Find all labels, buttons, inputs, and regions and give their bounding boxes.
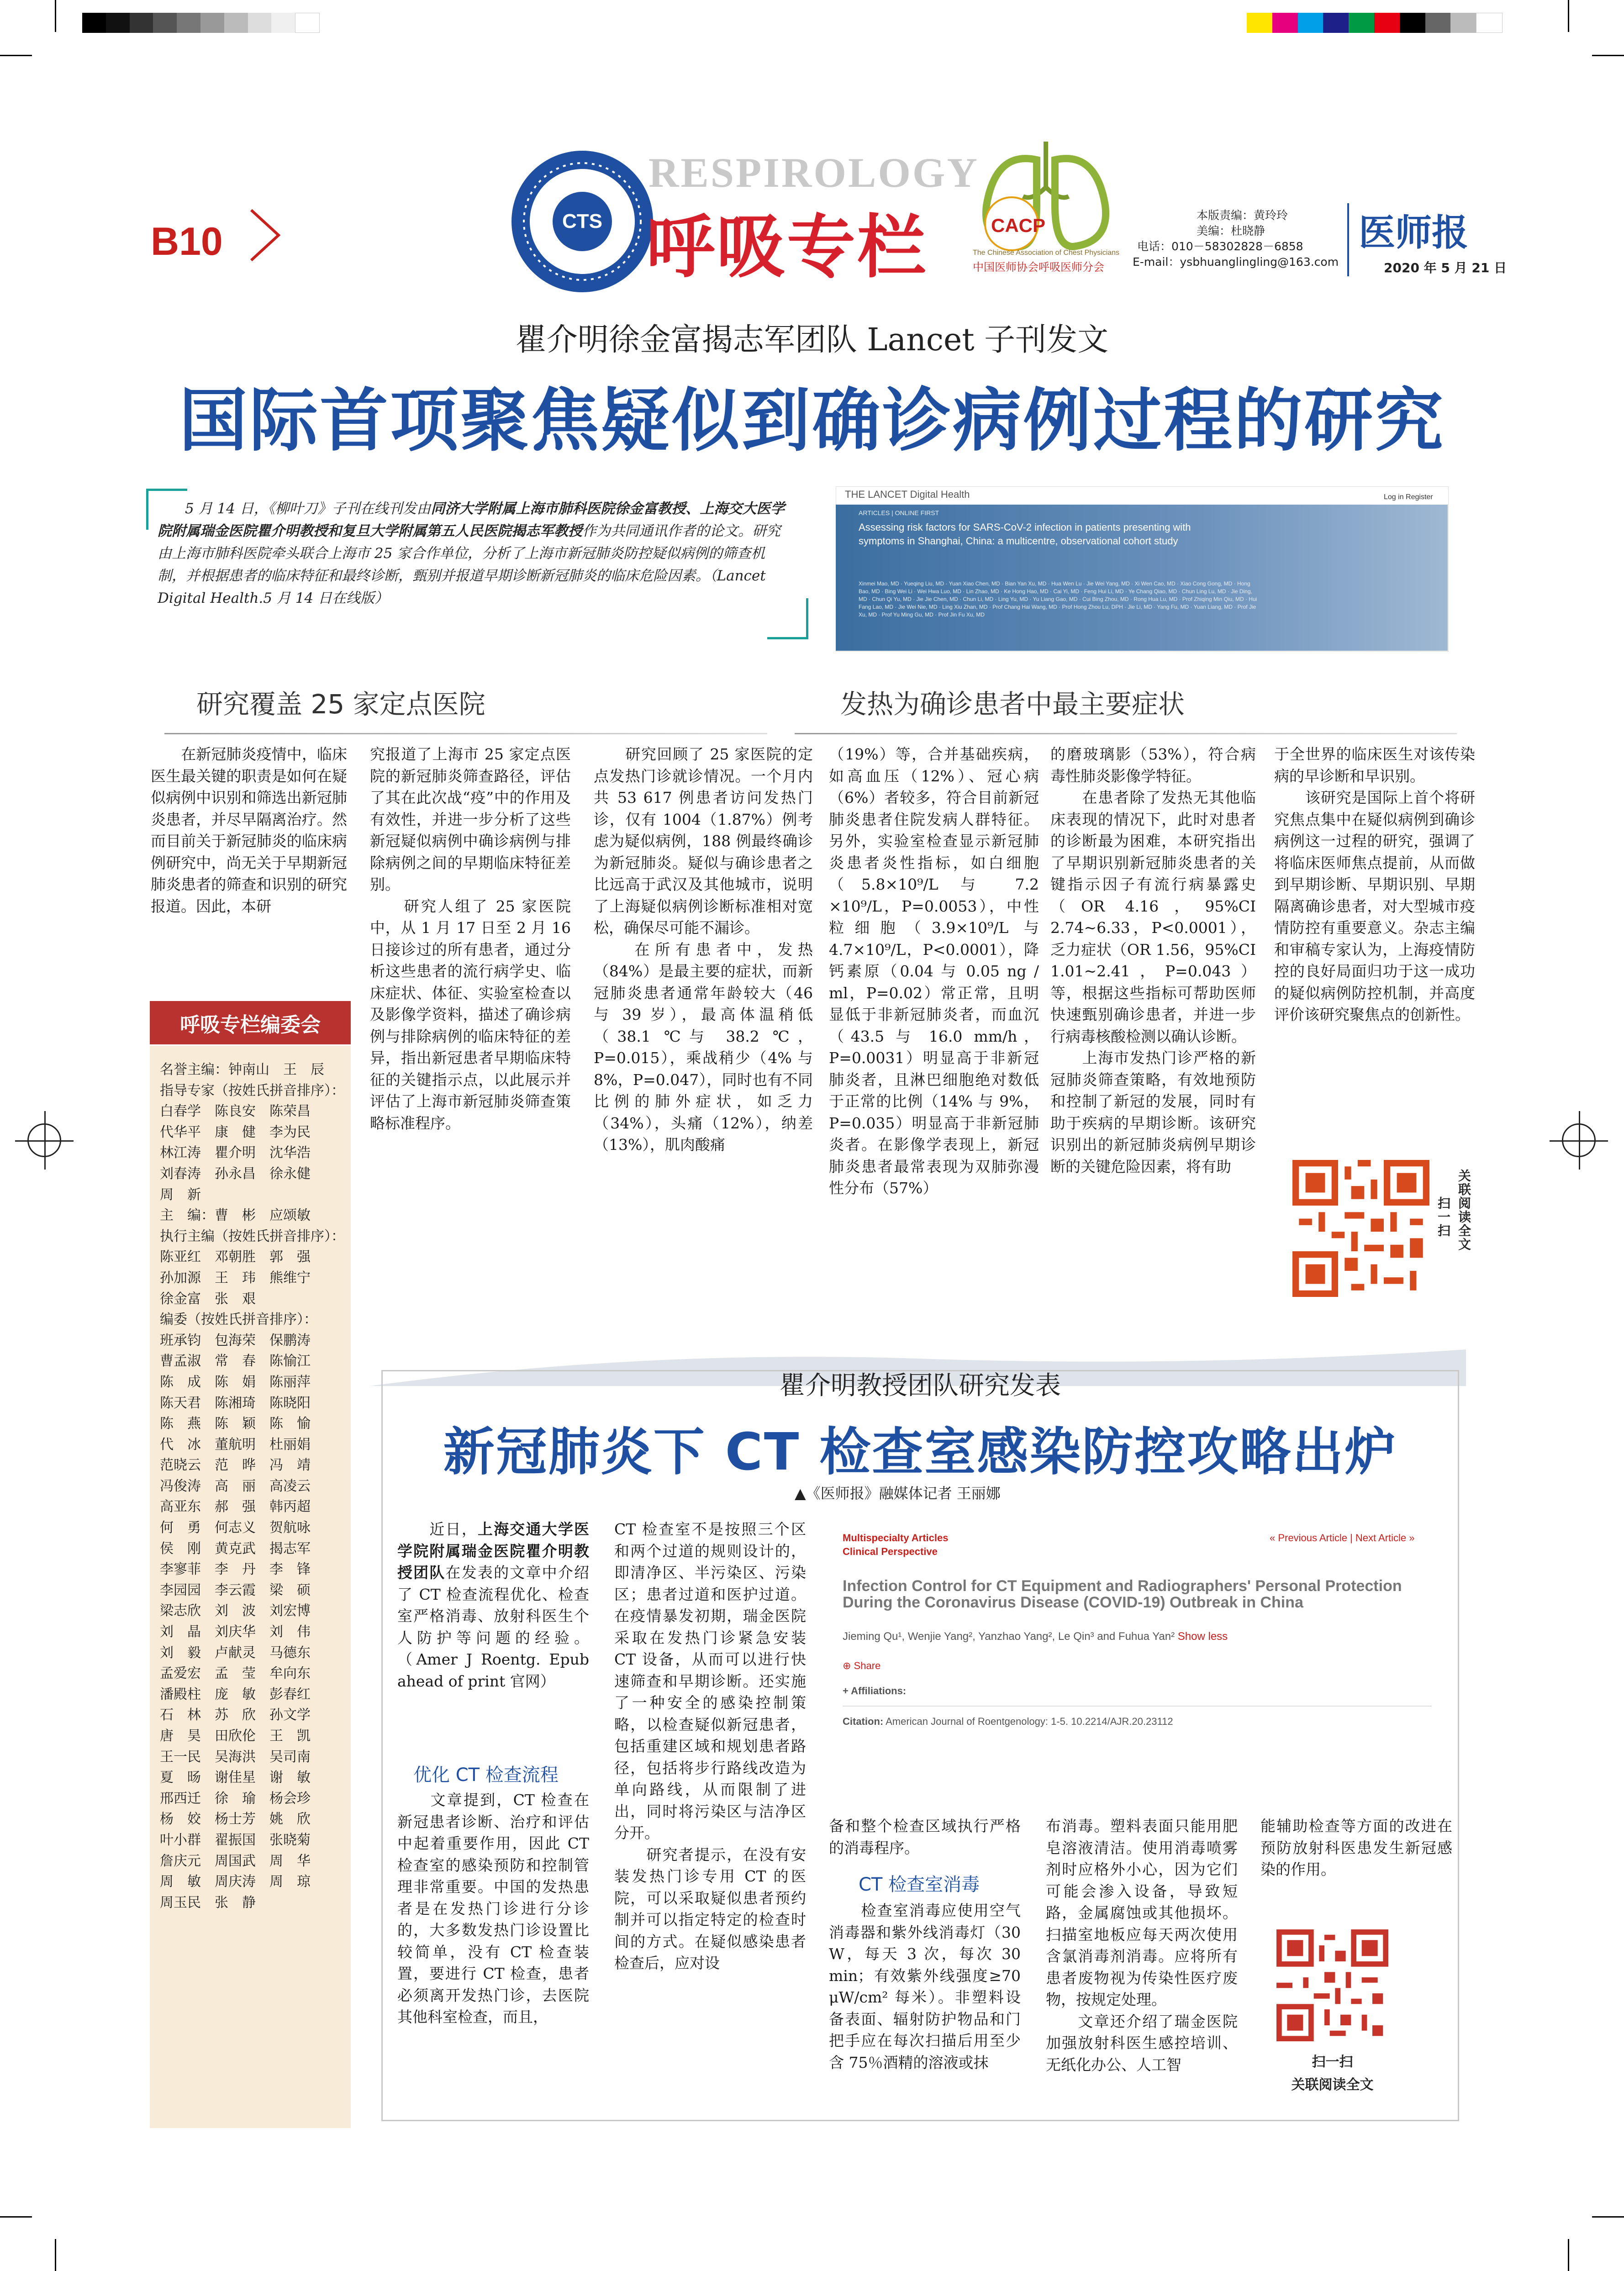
article1-kicker: 瞿介明徐金富揭志军团队 Lancet 子刊发文	[515, 322, 1109, 358]
ajr-citation	[843, 1716, 1173, 1728]
affiliations-toggle[interactable]: + Affiliations:	[843, 1685, 907, 1697]
editor-line: 本版责编：黄玲玲	[1197, 209, 1288, 222]
qr-code-icon[interactable]	[1276, 1929, 1388, 2041]
article1-lead	[158, 498, 792, 610]
lancet-authors: Xinmei Mao, MD · Yueqing Liu, MD · Yuan Xiao Chen, MD · Bian Yan Xu, MD · Hua Wen Lu · Jie Wei Yang, MD · Xi Wen Cao, MD · Xiao Cong Gong, MD · Hong Bao, MD · Bing Wei Li · Wei Hwa Luo, MD · Lin Zhao, MD · Ke Hong Hao, MD · Cai Yi, MD · Feng Hui Li, MD · Ye Chang Qiao, MD · Chun Ling Lu, MD · Jie Ding, MD · Chun Qi Yu, MD · Jie Jie Chen, MD · Chun Li, MD · Ling Yu, MD · Yu Liang Gao, MD · Cui Bing Zhou, MD · Rong Hua Lu, MD · Prof Zhiqing Min Qiu, MD · Hui Fang Lao, MD · Jie Wei Nie, MD · Ling Xiu Zhan, MD · Prof Chang Hai Wang, MD · Prof Hong Zhou Lu, DPH · Jie Li, MD · Yang Fu, MD · Yuan Liang, MD · Prof Jie Xu, MD · Prof Yu Ming Gu, MD · Prof Jin Fu Xu, MD	[859, 580, 1257, 618]
article1-column-1: 在新冠肺炎疫情中，临床医生最关键的职责是如何在疑似病例中识别和筛选出新冠肺炎患者，并尽早隔离治疗。然而目前关于新冠肺炎的临床病例研究中，尚无关于早期新冠肺炎患者的筛查和识别的研究报道。因此，本研	[151, 745, 347, 915]
editor-line: 美编：杜晓静	[1197, 224, 1265, 237]
article2-kicker: 瞿介明教授团队研究发表	[780, 1371, 1061, 1401]
citation-label: Citation:	[843, 1716, 884, 1727]
ajr-author-list: Jieming Qu¹, Wenjie Yang², Yanzhao Yang², Le Qin³ and Fuhua Yan²	[843, 1630, 1175, 1643]
intro-text: 近日，	[397, 1520, 478, 1538]
citation-text: American Journal of Roentgenology: 1-5. 10.2214/AJR.20.23112	[886, 1716, 1173, 1727]
ajr-category: Multispecialty Articles	[843, 1532, 949, 1544]
ajr-article-nav[interactable]: « Previous Article | Next Article »	[1270, 1532, 1415, 1544]
crop-mark	[0, 2216, 32, 2218]
crop-mark	[55, 0, 56, 32]
ajr-divider	[843, 1706, 1432, 1707]
article2-column-1	[397, 1518, 589, 1692]
grayscale-bar	[82, 13, 320, 33]
crop-mark	[1592, 55, 1624, 56]
page-number: B10	[151, 220, 223, 263]
cts-logo-text: CTS	[553, 192, 612, 251]
share-icon: ⊕	[843, 1660, 854, 1671]
share-link[interactable]	[843, 1660, 881, 1672]
lancet-logo: THE LANCET Digital Health	[845, 489, 970, 500]
publication-date: 2020 年 5 月 21 日	[1384, 260, 1507, 275]
article1-column-6: 于全世界的临床医生对该传染病的早诊断和早识别。 该研究是国际上首个将研究焦点集中在疑似病例到确诊病例这一过程的研究，强调了将临床医师焦点提前，从而做到早期诊断、早期识别、早期隔离确诊患者，对大型城市疫情防控有重要意义。杂志主编和审稿专家认为，上海疫情防控的良好局面归功于这一成功的疑似病例防控机制，并高度评价该研究聚焦点的创新性。	[1274, 745, 1475, 1023]
crop-mark	[55, 2239, 56, 2271]
ajr-category: Clinical Perspective	[843, 1546, 938, 1557]
editor-line: 电话：010－58302828－6858	[1137, 240, 1303, 253]
section-rule	[795, 733, 1457, 734]
cts-logo-ring	[514, 153, 650, 290]
intro-text: 在发表的文章中介绍了 CT 检查流程优化、检查室严格消毒、放射科医生个人防护等问题的经验。（Amer J Roentg. Epub ahead of print 官网）	[397, 1564, 590, 1690]
editor-info	[1133, 208, 1339, 270]
qr2-caption-2: 关联阅读全文	[1291, 2077, 1374, 2093]
newspaper-brand: 医师报	[1359, 211, 1468, 254]
crop-mark	[1592, 2216, 1624, 2218]
article1-column-2: 究报道了上海市 25 家定点医院的新冠肺炎筛查路径，评估了其在此次战“疫”中的作用及有效性，并进一步分析了这些新冠疑似病例中确诊病例与排除病例之间的早期临床特征差别。 研究人组了 25 家医院中，从 1 月 17 日至 2 月 16 日接诊过的所有患者，通过分析这些患者的流行病学史、临床症状、体征、实验室检查以及影像学资料，描述了确诊病例与排除病例的临床特征的差异，指出新冠患者早期临床特征的关键指示点，以此展示并评估了上海市新冠肺炎筛查策略标准程序。	[370, 745, 571, 1132]
cacp-logo-text: CACP	[991, 215, 1046, 236]
cacp-name-en: The Chinese Association of Chest Physicians	[973, 249, 1120, 257]
cacp-name-cn: 中国医师协会呼吸医师分会	[973, 261, 1104, 274]
article2-column-2: CT 检查室不是按照三个区和两个过道的规则设计的，即清净区、半污染区、污染区；患者过道和医护过道。在疫情暴发初期，瑞金医院采取在发热门诊紧急安装 CT 设备，从而可以进行快速筛查和早期诊断。还实施了一种安全的感染控制策略，以检查疑似新冠患者，包括重建区域和规划患者路径，包括将步行路线改造为单向路线，从而限制了进出，同时将污染区与洁净区分开。 研究者提示，在没有安装发热门诊专用 CT 的医院，可以采取疑似患者预约制并可以指定特定的检查时间的方式。在疑似感染患者检查后，应对设	[614, 1520, 806, 1972]
article2-headline: 新冠肺炎下 CT 检查室感染防控攻略出炉	[443, 1423, 1397, 1482]
qr2-caption-1: 扫一扫	[1312, 2054, 1353, 2070]
article2-column-3: 检查室消毒应使用空气消毒器和紫外线消毒灯（30 W，每天 3 次，每次 30 min；有效紫外线强度≥70 μW/cm² 每米）。非塑料设备表面、辐射防护物品和门把手应在每次扫描后用至少含 75％酒精的溶液或抹	[829, 1902, 1021, 2071]
qr1-caption: 关联阅读全文	[1456, 1169, 1471, 1251]
article2-reporter: ▲《医师报》融媒体记者 王丽娜	[795, 1485, 1001, 1502]
lancet-tag: ARTICLES | ONLINE FIRST	[859, 509, 939, 516]
registration-mark	[27, 1123, 61, 1157]
article1-headline: 国际首项聚焦疑似到确诊病例过程的研究	[179, 381, 1445, 461]
section-heading: 研究覆盖 25 家定点医院	[196, 689, 485, 720]
article1-column-4: （19%）等，合并基础疾病，如高血压（12%）、冠心病（6%）者较多，符合目前新冠肺炎患者住院发病人群特征。另外，实验室检查显示新冠肺炎患者炎性指标，如白细胞（5.8×10⁹/L 与 7.2 ×10⁹/L，P=0.0053），中性粒细胞（3.9×10⁹/L 与 4.7×10⁹/L，P<0.0001），降钙素原（0.04 与 0.05 ng / ml，P=0.02）常正常，且明显低于非新冠肺炎者，而血沉（43.5 与 16.0 mm/h，P=0.0031）明显高于非新冠肺炎者，且淋巴细胞绝对数低于正常的比例（14% 与 9%，P=0.035）明显高于非新冠肺炎者。在影像学表现上，新冠肺炎患者最常表现为双肺弥漫性分布（57%）	[829, 745, 1039, 1197]
respirology-label: RESPIROLOGY	[649, 149, 979, 196]
section-heading: 发热为确诊患者中最主要症状	[840, 689, 1185, 720]
crop-mark	[0, 55, 32, 56]
crop-mark	[1568, 2239, 1569, 2271]
subheading-ct-disinfection: CT 检查室消毒	[859, 1874, 980, 1895]
ajr-authors	[843, 1630, 1228, 1643]
ajr-title: Infection Control for CT Equipment and Radiographers' Personal Protection During the Coronavirus Disease (COVID-19) Outbreak in China	[843, 1577, 1402, 1611]
crop-mark	[1568, 0, 1569, 32]
article2-column-5: 能辅助检查等方面的改进在预防放射科医患发生新冠感染的作用。	[1260, 1817, 1452, 1878]
lancet-title: Assessing risk factors for SARS-CoV-2 infection in patients presenting with symptoms in Shanghai, China: a multicentre, observational cohort study	[859, 522, 1191, 547]
qr1-caption-2: 扫一扫	[1436, 1196, 1451, 1238]
article2-column-4: 布消毒。塑料表面只能用肥皂溶液清洁。使用消毒喷雾剂时应格外小心，因为它们可能会渗入设备，导致短路，金属腐蚀或其他损坏。扫描室地板应每天两次使用含氯消毒剂消毒。应将所有患者废物视为传染性医疗废物，按规定处理。 文章还介绍了瑞金医院加强放射科医生感控培训、无纸化办公、人工智	[1046, 1817, 1238, 2074]
ajr-show-less[interactable]: Show less	[1177, 1630, 1228, 1643]
lead-authors: 同济大学附属上海市肺科医院徐金富教授、上海交大医学院附属瑞金医院瞿介明教授和复旦大学附属第五人民医院揭志军教授	[158, 501, 785, 539]
editor-line: E-mail：ysbhuanglingling@163.com	[1133, 255, 1339, 269]
lead-text: 5 月 14 日，《柳叶刀》子刊在线刊发由	[185, 501, 431, 517]
color-bar	[1247, 13, 1503, 33]
chevron-right-icon	[247, 208, 283, 263]
section-rule	[164, 733, 767, 734]
header-divider	[1347, 203, 1349, 276]
editorial-board-list: 名誉主编：钟南山 王 辰 指导专家（按姓氏拼音排序）： 白春学 陈良安 陈荣昌 代华平 康 健 李为民 林江涛 瞿介明 沈华浩 刘春涛 孙永昌 徐永健 周 新 主 编：曹 彬 应颂敏 执行主编（按姓氏拼音排序）： 陈亚红 邓朝胜 郭 强 孙加源 王 玮 熊维宁 徐金富 张 艰 编委（按姓氏拼音排序）： 班承钧 包海荣 保鹏涛 曹孟淑 常 春 陈愉江 陈 成 陈 娟 陈丽萍 陈天君 陈湘琦 陈晓阳 陈 燕 陈 颖 陈 愉 代 冰 董航明 杜丽娟 范晓云 范 晔 冯 靖 冯俊涛 高 丽 高凌云 高亚东 郝 强 韩丙超 何 勇 何志义 贺航咏 侯 刚 黄克武 揭志军 李寥菲 李 丹 李 锋 李园园 李云霞 梁 硕 梁志欣 刘 波 刘宏博 刘 晶 刘庆华 刘 伟 刘 毅 卢献灵 马德东 孟爱宏 孟 莹 牟向东 潘殿柱 庞 敏 彭春红 石 林 苏 欣 孙文学 唐 昊 田欣伦 王 凯 王一民 吴海洪 吴司南 夏 旸 谢佳星 谢 敏 邢西迁 徐 瑜 杨会珍 杨 姣 杨士芳 姚 欣 叶小群 翟振国 张晓菊 詹庆元 周国武 周 华 周 敏 周庆涛 周 琼 周玉民 张 静	[160, 1062, 345, 1911]
article1-column-5: 的磨玻璃影（53%），符合病毒性肺炎影像学特征。 在患者除了发热无其他临床表现的情况下，此时对患者的诊断最为困难，本研究指出了早期识别新冠肺炎患者的关键指示因子有流行病暴露史（OR 4.16，95%CI 2.74~6.33，P<0.0001），乏力症状（OR 1.56，95%CI 1.01~2.41，P=0.043）等，根据这些指标可帮助医师快速甄别确诊患者，并进一步行病毒核酸检测以确认诊断。 上海市发热门诊严格的新冠肺炎筛查策略，有效地预防和控制了新冠的发展，同时有助于疾病的早期诊断。该研究识别出的新冠肺炎病例早期诊断的关键危险因素，将有助	[1050, 745, 1256, 1175]
article2-column-3-top: 备和整个检查区域执行严格的消毒程序。	[829, 1817, 1021, 1857]
ajr-screenshot	[836, 1523, 1443, 1802]
share-label: Share	[854, 1660, 881, 1671]
lead-text: 作为共同通讯作者的论文。研究由上海市肺科医院牵头联合上海市 25 家合作单位，分析了上海市新冠肺炎防控疑似病例的筛查机制，并根据患者的临床特征和最终诊断，甄别并报道早期诊断新冠肺炎的临床危险因素。（Lancet Digital Health.5 月 14 日在线版）	[158, 523, 780, 606]
qr-code-icon[interactable]	[1292, 1160, 1429, 1297]
sidebar-title: 呼吸专栏编委会	[150, 1001, 351, 1044]
registration-mark	[1562, 1123, 1596, 1157]
article1-column-3: 研究回顾了 25 家医院的定点发热门诊就诊情况。一个月内共 53 617 例患者访问发热门诊，仅有 1004（1.87%）例考虑为疑似病例，188 例最终确诊为新冠肺炎。疑似与确诊患者之比远高于武汉及其他城市，说明了上海疑似病例诊断标准相对宽松，确保尽可能不漏诊。 在所有患者中，发热（84%）是最主要的症状，而新冠肺炎患者通常年龄较大（46 与 39 岁），最高体温稍低（38.1 ℃与 38.2 ℃，P=0.015），乘战稍少（4% 与 8%，P=0.047），同时也有不同比例的肺外症状，如乏力（34%），头痛（12%），纳差（13%），肌肉酸痛	[594, 745, 813, 1154]
intro-team: 上海交通大学医学院附属瑞金医院瞿介明教授团队	[397, 1520, 590, 1581]
article2-column-1-body: 文章提到，CT 检查在新冠患者诊断、治疗和评估中起着重要作用，因此 CT 检查室的感染预防和控制管理非常重要。中国的发热患者是在发热门诊进行分诊的，大多数发热门诊设置比较简单，没有 CT 检查装置，要进行 CT 检查，患者必须离开发热门诊，去医院其他科室检查，而且，	[397, 1791, 589, 2026]
lancet-nav: Log in Register	[1384, 493, 1433, 501]
subheading-ct-workflow: 优化 CT 检查流程	[413, 1765, 559, 1786]
column-title: 呼吸专栏	[646, 208, 928, 287]
